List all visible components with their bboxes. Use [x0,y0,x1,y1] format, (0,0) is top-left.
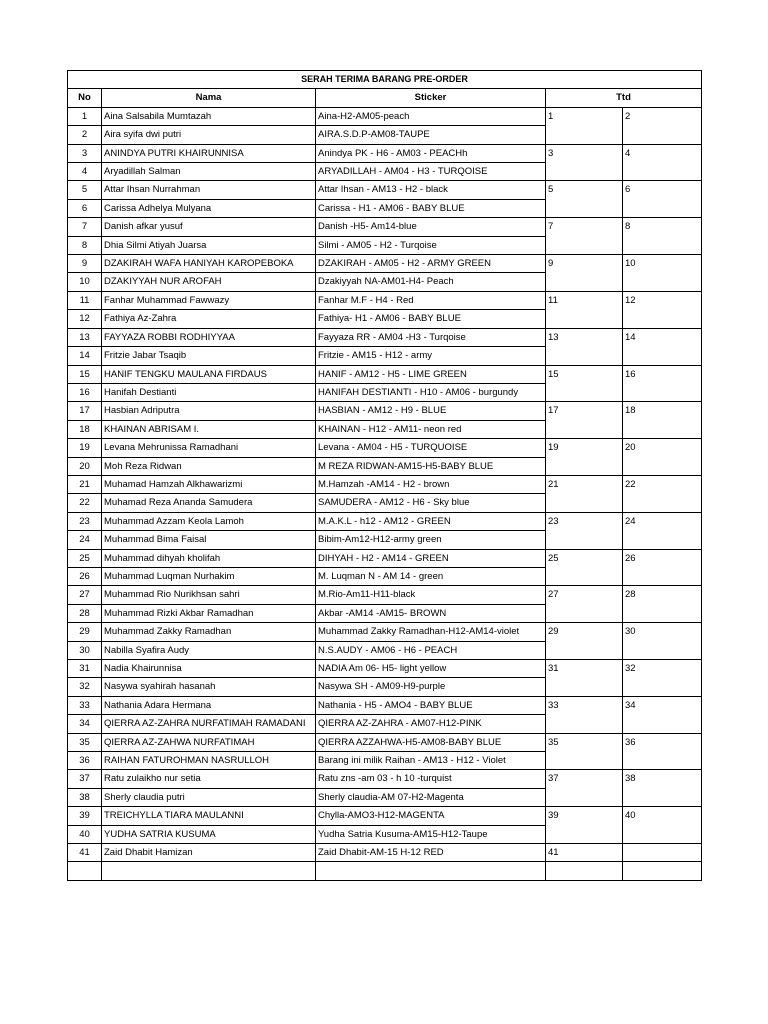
row-sticker: Danish -H5- Am14-blue [316,218,546,236]
ttd-cell-right: 26 [623,549,702,586]
ttd-cell-left: 31 [546,660,623,697]
row-no: 23 [68,512,102,530]
row-no: 15 [68,365,102,383]
row-nama: Muhammad Rio Nurikhsan sahri [102,586,316,604]
row-nama: Muhammad dihyah kholifah [102,549,316,567]
ttd-cell-right: 6 [623,181,702,218]
header-no: No [68,89,102,107]
row-no: 30 [68,641,102,659]
table-row [68,218,702,236]
ttd-cell-right: 32 [623,660,702,697]
row-sticker: HASBIAN - AM12 - H9 - BLUE [316,402,546,420]
ttd-cell-left: 27 [546,586,623,623]
row-sticker: Barang ini milik Raihan - AM13 - H12 - Violet [316,752,546,770]
row-no: 2 [68,126,102,144]
row-no: 13 [68,328,102,346]
ttd-cell-left: 39 [546,807,623,844]
row-nama: Ratu zulaikho nur setia [102,770,316,788]
ttd-cell-left: 33 [546,696,623,733]
ttd-cell-right: 8 [623,218,702,255]
row-nama: Fanhar Muhammad Fawwazy [102,291,316,309]
row-nama: Muhammad Zakky Ramadhan [102,623,316,641]
row-sticker: Levana - AM04 - H5 - TURQUOISE [316,439,546,457]
row-nama: Nabilla Syafira Audy [102,641,316,659]
ttd-cell-left: 3 [546,144,623,181]
row-sticker: HANIF - AM12 - H5 - LIME GREEN [316,365,546,383]
ttd-cell-right: 22 [623,475,702,512]
row-nama: HANIF TENGKU MAULANA FIRDAUS [102,365,316,383]
row-nama: Fathiya Az-Zahra [102,310,316,328]
row-no: 36 [68,752,102,770]
empty-cell [102,862,316,880]
row-no: 22 [68,494,102,512]
row-sticker: QIERRA AZZAHWA-H5-AM08-BABY BLUE [316,733,546,751]
table-row [68,328,702,346]
table-row [68,107,702,125]
ttd-cell-right: 20 [623,439,702,476]
table-row [68,255,702,273]
header-sticker: Sticker [316,89,546,107]
row-nama: Zaid Dhabit Hamizan [102,844,316,862]
row-nama: QIERRA AZ-ZAHRA NURFATIMAH RAMADANI [102,715,316,733]
ttd-cell-right: 18 [623,402,702,439]
row-no: 9 [68,255,102,273]
ttd-cell-left: 19 [546,439,623,476]
row-nama: Fritzie Jabar Tsaqib [102,347,316,365]
ttd-cell-left: 5 [546,181,623,218]
row-sticker: N.S.AUDY - AM06 - H6 - PEACH [316,641,546,659]
row-nama: DZAKIRAH WAFA HANIYAH KAROPEBOKA [102,255,316,273]
row-nama: Dhia Silmi Atiyah Juarsa [102,236,316,254]
empty-cell [316,862,546,880]
row-sticker: DIHYAH - H2 - AM14 - GREEN [316,549,546,567]
table-row [68,144,702,162]
ttd-cell-right: 14 [623,328,702,365]
row-no: 28 [68,604,102,622]
table-row [68,807,702,825]
ttd-cell-right: 38 [623,770,702,807]
ttd-cell-right: 34 [623,696,702,733]
row-no: 25 [68,549,102,567]
row-no: 4 [68,163,102,181]
table-row [68,475,702,493]
row-sticker: Dzakiyyah NA-AM01-H4- Peach [316,273,546,291]
row-sticker: Attar Ihsan - AM13 - H2 - black [316,181,546,199]
row-sticker: Zaid Dhabit-AM-15 H-12 RED [316,844,546,862]
table-row [68,733,702,751]
row-no: 3 [68,144,102,162]
ttd-cell-right: 16 [623,365,702,402]
row-sticker: M REZA RIDWAN-AM15-H5-BABY BLUE [316,457,546,475]
row-nama: Sherly claudia putri [102,788,316,806]
row-no: 17 [68,402,102,420]
row-nama: Levana Mehrunissa Ramadhani [102,439,316,457]
row-sticker: Akbar -AM14 -AM15- BROWN [316,604,546,622]
empty-cell [68,862,102,880]
row-nama: Attar Ihsan Nurrahman [102,181,316,199]
ttd-cell-left: 23 [546,512,623,549]
ttd-cell-right: 24 [623,512,702,549]
title-row [68,71,702,89]
row-sticker: Nasywa SH - AM09-H9-purple [316,678,546,696]
row-no: 16 [68,383,102,401]
table-row [68,512,702,530]
row-no: 26 [68,567,102,585]
row-no: 37 [68,770,102,788]
table-row [68,365,702,383]
row-nama: Nasywa syahirah hasanah [102,678,316,696]
ttd-cell-left: 15 [546,365,623,402]
row-nama: YUDHA SATRIA KUSUMA [102,825,316,843]
row-nama: Moh Reza Ridwan [102,457,316,475]
row-no: 40 [68,825,102,843]
row-nama: Muhammad Rizki Akbar Ramadhan [102,604,316,622]
ttd-cell-left: 25 [546,549,623,586]
row-nama: KHAINAN ABRISAM I. [102,420,316,438]
row-no: 7 [68,218,102,236]
ttd-cell-left: 17 [546,402,623,439]
empty-row [68,862,702,880]
row-sticker: Aina-H2-AM05-peach [316,107,546,125]
row-nama: Muhamad Hamzah Alkhawarizmi [102,475,316,493]
header-nama: Nama [102,89,316,107]
row-nama: Muhamad Reza Ananda Samudera [102,494,316,512]
table-row [68,844,702,862]
row-sticker: Anindya PK - H6 - AM03 - PEACHh [316,144,546,162]
table-row [68,439,702,457]
ttd-cell-left: 1 [546,107,623,144]
ttd-cell-left: 11 [546,291,623,328]
row-no: 20 [68,457,102,475]
ttd-cell-left: 13 [546,328,623,365]
ttd-cell-left: 41 [546,844,623,862]
table-body [68,107,702,880]
row-nama: Muhammad Bima Faisal [102,531,316,549]
row-no: 24 [68,531,102,549]
row-nama: Danish afkar yusuf [102,218,316,236]
table-row [68,770,702,788]
row-nama: TREICHYLLA TIARA MAULANNI [102,807,316,825]
ttd-cell-left: 21 [546,475,623,512]
row-sticker: Nathania - H5 - AMO4 - BABY BLUE [316,696,546,714]
row-nama: Carissa Adhelya Mulyana [102,199,316,217]
row-no: 8 [68,236,102,254]
row-no: 35 [68,733,102,751]
row-sticker: Fathiya- H1 - AM06 - BABY BLUE [316,310,546,328]
row-nama: ANINDYA PUTRI KHAIRUNNISA [102,144,316,162]
row-sticker: M. Luqman N - AM 14 - green [316,567,546,585]
table-row [68,623,702,641]
row-no: 38 [68,788,102,806]
table-title: SERAH TERIMA BARANG PRE-ORDER [68,71,702,89]
table-row [68,586,702,604]
row-sticker: Ratu zns -am 03 - h 10 -turquist [316,770,546,788]
table-row [68,402,702,420]
table-row [68,181,702,199]
row-sticker: SAMUDERA - AM12 - H6 - Sky blue [316,494,546,512]
ttd-cell-left: 29 [546,623,623,660]
serah-terima-table [67,70,702,881]
ttd-cell-right: 28 [623,586,702,623]
header-row [68,89,702,107]
row-sticker: Muhammad Zakky Ramadhan-H12-AM14-violet [316,623,546,641]
row-no: 33 [68,696,102,714]
row-sticker: Sherly claudia-AM 07-H2-Magenta [316,788,546,806]
row-nama: Nadia Khairunnisa [102,660,316,678]
row-sticker: Carissa - H1 - AM06 - BABY BLUE [316,199,546,217]
ttd-cell-right: 30 [623,623,702,660]
row-no: 29 [68,623,102,641]
row-nama: Nathania Adara Hermana [102,696,316,714]
row-sticker: Fayyaza RR - AM04 -H3 - Turqoise [316,328,546,346]
row-no: 10 [68,273,102,291]
row-sticker: Silmi - AM05 - H2 - Turqoise [316,236,546,254]
row-sticker: KHAINAN - H12 - AM11- neon red [316,420,546,438]
ttd-cell-right: 12 [623,291,702,328]
row-sticker: M.A.K.L - h12 - AM12 - GREEN [316,512,546,530]
ttd-cell-right: 40 [623,807,702,844]
row-no: 39 [68,807,102,825]
table-row [68,660,702,678]
row-nama: QIERRA AZ-ZAHWA NURFATIMAH [102,733,316,751]
empty-cell [546,862,623,880]
row-sticker: AIRA.S.D.P-AM08-TAUPE [316,126,546,144]
row-sticker: HANIFAH DESTIANTI - H10 - AM06 - burgundy [316,383,546,401]
row-sticker: ARYADILLAH - AM04 - H3 - TURQOISE [316,163,546,181]
ttd-cell-left: 7 [546,218,623,255]
ttd-cell-right: 2 [623,107,702,144]
row-sticker: Bibim-Am12-H12-army green [316,531,546,549]
ttd-cell-right [623,844,702,862]
row-nama: Hanifah Destianti [102,383,316,401]
row-nama: Muhammad Azzam Keola Lamoh [102,512,316,530]
row-sticker: Chylla-AMO3-H12-MAGENTA [316,807,546,825]
row-no: 32 [68,678,102,696]
row-nama: Hasbian Adriputra [102,402,316,420]
table-row [68,549,702,567]
row-nama: Aina Salsabila Mumtazah [102,107,316,125]
row-no: 5 [68,181,102,199]
table-row [68,291,702,309]
row-no: 34 [68,715,102,733]
ttd-cell-right: 10 [623,255,702,292]
row-nama: Aryadillah Salman [102,163,316,181]
ttd-cell-right: 4 [623,144,702,181]
ttd-cell-left: 37 [546,770,623,807]
row-no: 6 [68,199,102,217]
row-nama: RAIHAN FATUROHMAN NASRULLOH [102,752,316,770]
row-no: 19 [68,439,102,457]
row-nama: Aira syifa dwi putri [102,126,316,144]
row-sticker: Yudha Satria Kusuma-AM15-H12-Taupe [316,825,546,843]
row-sticker: Fanhar M.F - H4 - Red [316,291,546,309]
row-no: 12 [68,310,102,328]
row-no: 21 [68,475,102,493]
row-sticker: M.Hamzah -AM14 - H2 - brown [316,475,546,493]
row-no: 14 [68,347,102,365]
row-nama: FAYYAZA ROBBI RODHIYYAA [102,328,316,346]
row-sticker: Fritzie - AM15 - H12 - army [316,347,546,365]
row-no: 18 [68,420,102,438]
table-row [68,696,702,714]
row-sticker: NADIA Am 06- H5- light yellow [316,660,546,678]
row-no: 11 [68,291,102,309]
row-no: 41 [68,844,102,862]
row-no: 31 [68,660,102,678]
ttd-cell-left: 35 [546,733,623,770]
row-no: 1 [68,107,102,125]
ttd-cell-left: 9 [546,255,623,292]
ttd-cell-right: 36 [623,733,702,770]
row-no: 27 [68,586,102,604]
header-ttd: Ttd [546,89,702,107]
empty-cell [623,862,702,880]
row-nama: Muhammad Luqman Nurhakim [102,567,316,585]
row-sticker: QIERRA AZ-ZAHRA - AM07-H12-PINK [316,715,546,733]
row-sticker: M.Rio-Am11-H11-black [316,586,546,604]
row-sticker: DZAKIRAH - AM05 - H2 - ARMY GREEN [316,255,546,273]
row-nama: DZAKIYYAH NUR AROFAH [102,273,316,291]
